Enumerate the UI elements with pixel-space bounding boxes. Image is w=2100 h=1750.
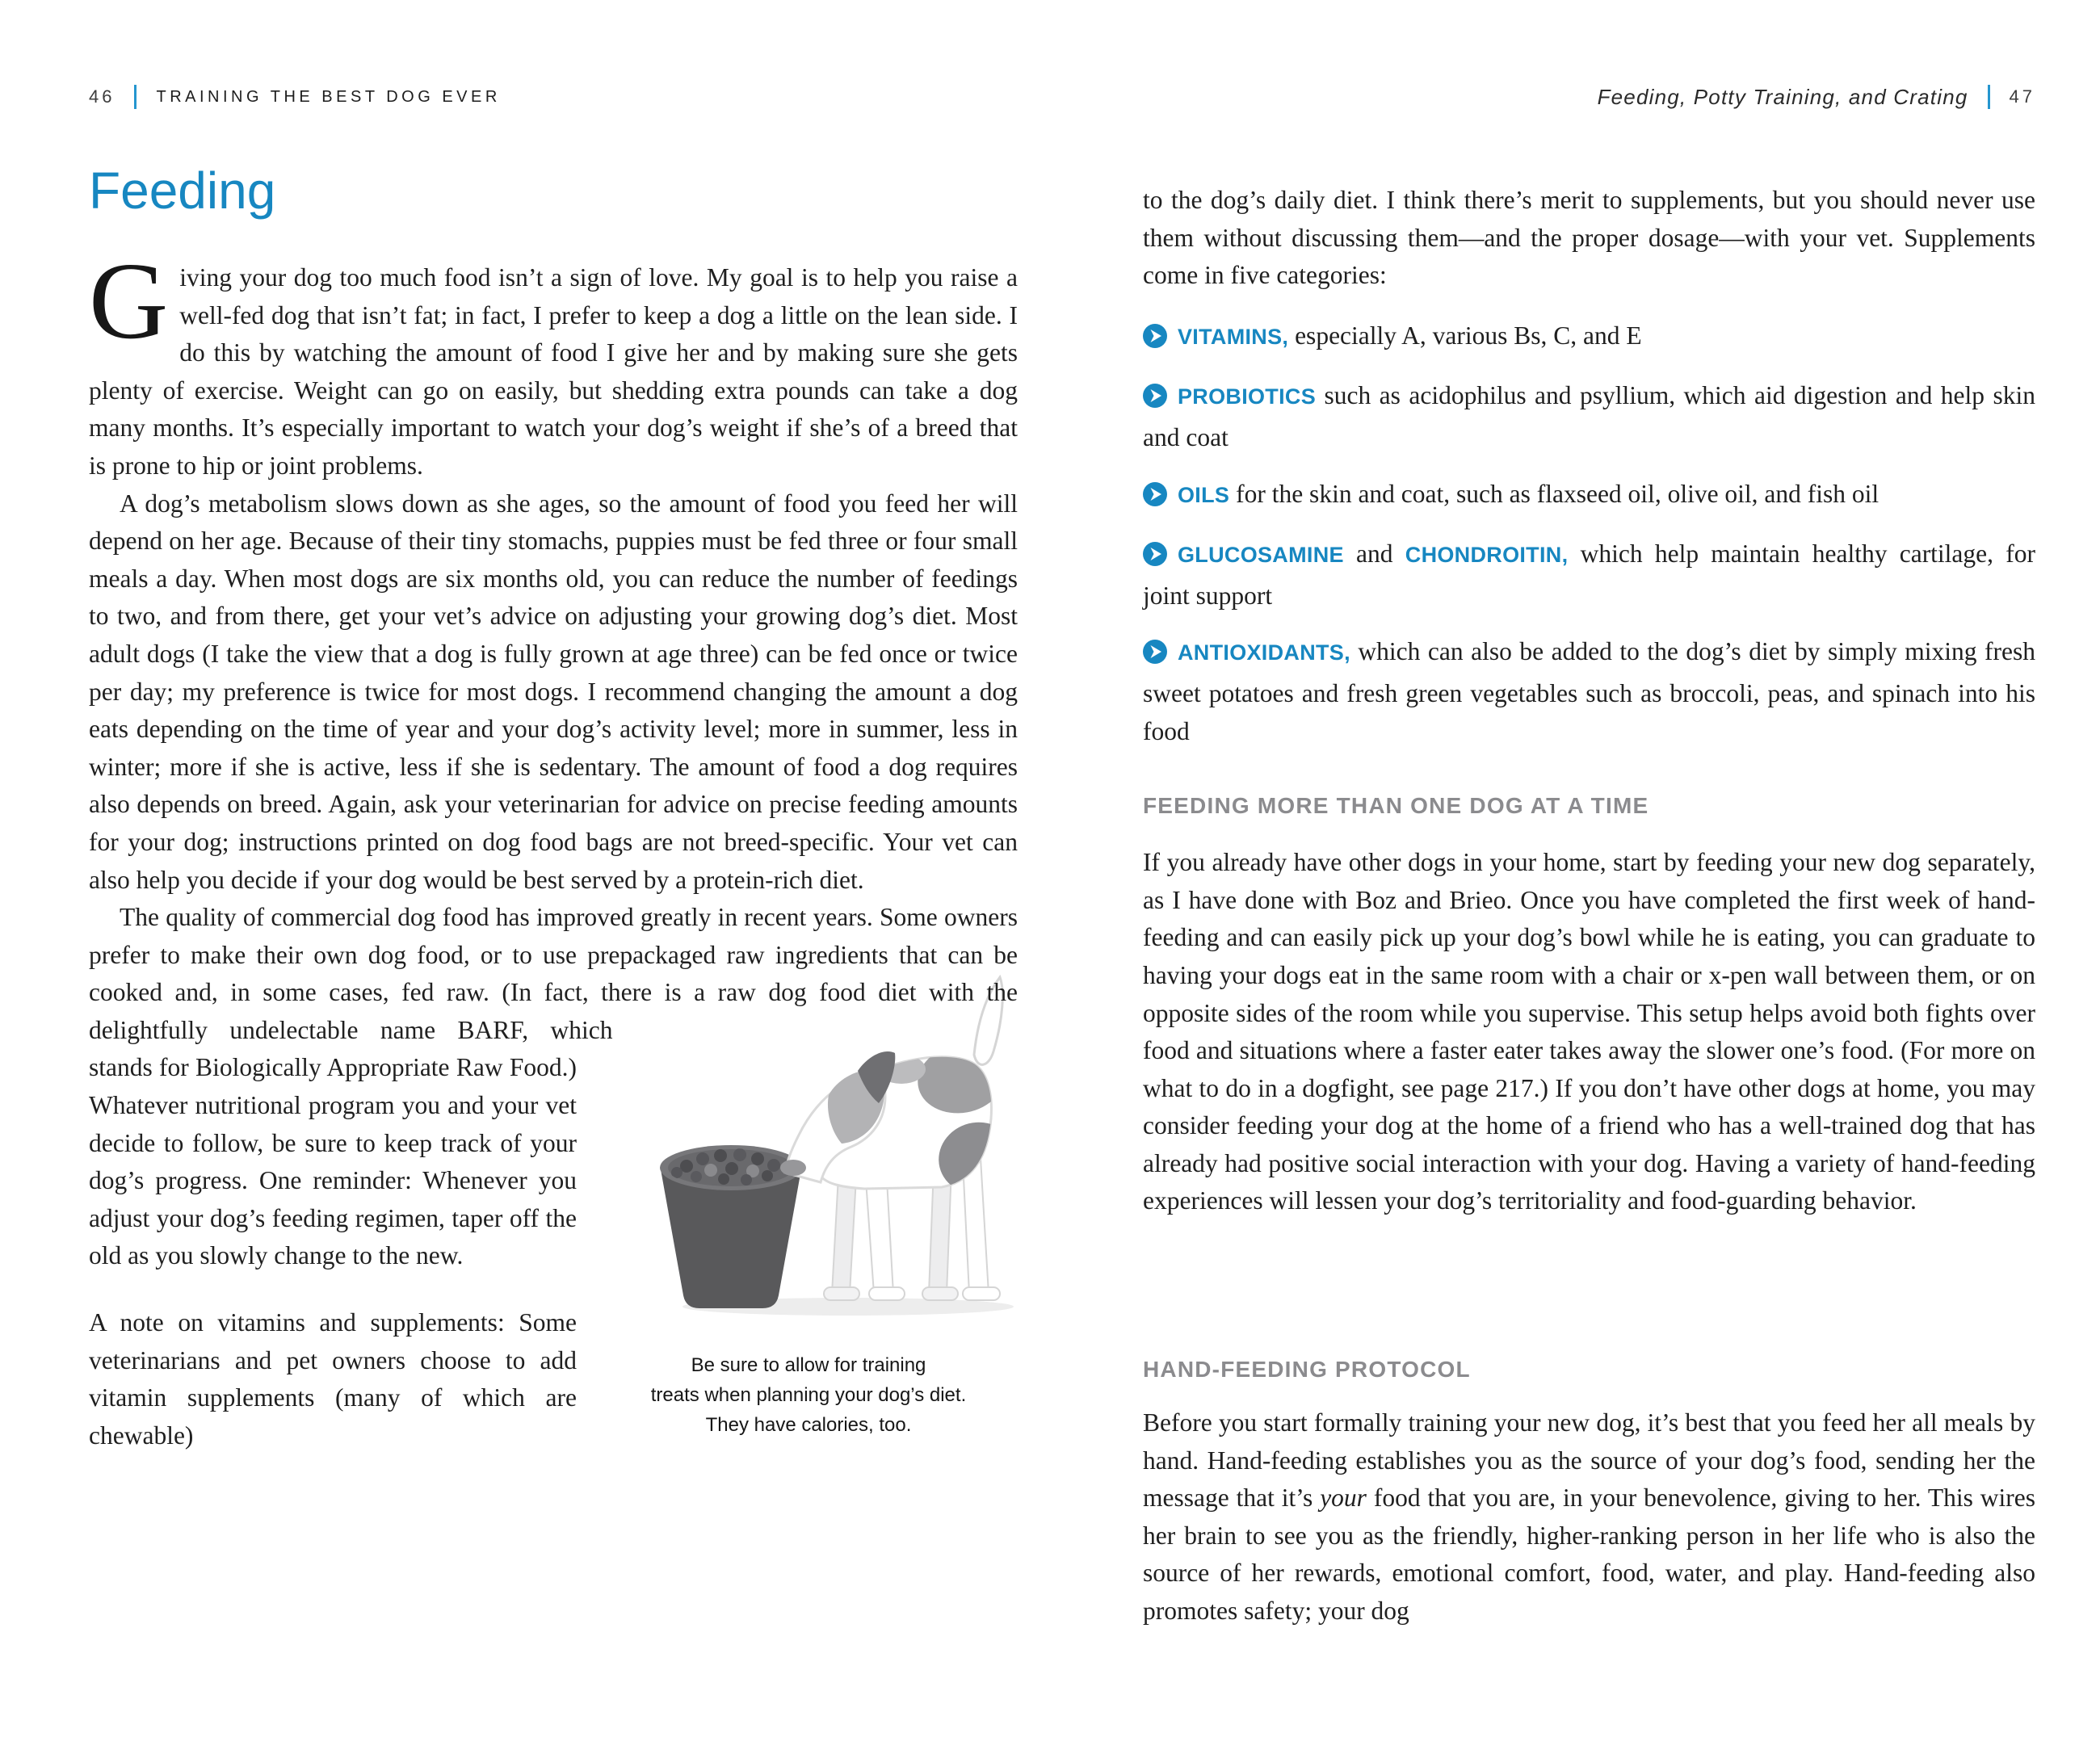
right-header-title: Feeding, Potty Training, and Crating [1597,84,1968,109]
hand-feeding-text-b: food that you are, in your benevolence, giving to her. This wires her brain to see you as the friendly, higher-ranking person in her life who is also the source of her rewards, emotional comfort, food, water, and play. Hand-feeding also promotes safety; your dog [1143,1484,2035,1626]
paragraph-1-text: iving your dog too much food isn’t a sign of love. My goal is to help you raise a well-fed dog that isn’t fat; in fact, I prefer to keep a dog a little on the lean side. I do this by watching the amount of food I give her and by making sure she gets plenty of exercise. Weight can go on easily, but shedding extra pounds can take a dog many months. It’s especially important to watch your dog’s weight if she’s of a breed that is prone to hip or joint problems. [89,263,1018,480]
paragraph-3-text-a: The quality of commercial dog food has improved greatly in recent years. Some owners prefer to make their own dog food, or to use prepackaged raw ingredients that can be cooked and, in some cases, fed raw. (In [89,903,1018,1007]
supplement-list [1143,317,2035,750]
section-title-feeding: Feeding [89,162,276,220]
supplement-text: such as acidophilus and psyllium, which aid digestion and help skin and coat [1143,381,2035,451]
supplement-text: and [1343,539,1405,569]
page-number-left: 46 [89,86,116,107]
list-item-vitamins [1143,317,2035,359]
supplement-keyword: GLUCOSAMINE [1178,543,1344,568]
paragraph-hand-feeding [1143,1404,2035,1630]
paragraph-2: A dog’s metabolism slows down as she ages, so the amount of food you feed her will depend on her age. Because of their tiny stomachs, puppies must be fed three or four small meals a day. When most dogs are six months old, you can reduce the number of feedings to two, and from there, get your vet’s advice on adjusting your growing dog’s diet. Most adult dogs (I take the view that a dog is fully grown at age three) can be fed once or twice per day; my preference is twice for most dogs. I recommend changing the amount a dog eats depending on the time of year and your dog’s activity level; more in summer, less in winter; more if she is active, less if she is sedentary. The amount of food a dog requires also depends on breed. Again, ask your veterinarian for advice on precise feeding amounts for your dog; instructions printed on dog food bags are not breed-specific. Your vet can also help you decide if your dog would be best served by a protein-rich diet. [89,489,1018,894]
arrow-bullet-icon [1143,321,1167,359]
heading-feeding-more-than-one-dog: FEEDING MORE THAN ONE DOG AT A TIME [1143,793,1649,819]
caption-line: treats when planning your dog’s diet. [650,1384,967,1407]
list-item-antioxidants [1143,633,2035,750]
hand-feeding-italic-word: your [1320,1484,1367,1513]
supplement-keyword: ANTIOXIDANTS, [1178,640,1350,665]
dog-figure [582,974,1018,1458]
hand-feeding-text-a: Before you start formally training your new dog, it’s best that you feed her all meals by hand. Hand-feeding establishes you as the source of your dog’s food, sending her the message that it’s [1143,1408,2035,1513]
paragraph-4: A note on vitamins and supplements: Some veterinarians and pet owners choose to add vitamin supplements (many of which are chewable) [89,1308,577,1450]
page-47 [1143,0,2035,1630]
dog-muzzle [780,1160,806,1176]
list-item-glucosamine-chondroitin [1143,535,2035,615]
list-item-oils [1143,476,2035,518]
left-header-title: TRAINING THE BEST DOG EVER [156,87,501,106]
supplement-text: which help maintain healthy cartilage, for joint support [1143,539,2035,610]
dog-photo [582,974,1018,1321]
drop-cap: G [89,241,169,362]
supplement-keyword: VITAMINS, [1178,324,1289,349]
caption-line: They have calories, too. [705,1414,912,1437]
paragraph-1 [89,241,1018,485]
photo-caption [635,1350,982,1440]
arrow-bullet-icon [1143,381,1167,419]
header-divider-bar [1988,85,1990,109]
right-running-header [1143,83,2035,111]
page-number-right: 47 [2009,86,2035,107]
left-running-header [89,83,1018,111]
paragraph-multi-dog: If you already have other dogs in your home, start by feeding your new dog separately, as I have done with Boz and Brieo. Once you have completed the first week of hand-feeding and can easily pick up your dog’s bowl while he is eating, you can graduate to having your dogs eat in the same room with a chair or x-pen wall between them, or on opposite sides of the room while you supervise. This setup helps avoid both fights over food and situations where a faster eater takes away the slower one’s food. (For more on what to do in a dogfight, see page 217.) If you don’t have other dogs at home, you may consider feeding your dog at the home of a friend who has a well-trained dog that has already had positive social interaction with your dog. Having a variety of hand-feeding experiences will lessen your dog’s territoriality and food-guarding behavior. [1143,848,2035,1215]
supplement-text: for the skin and coat, such as flaxseed oil, olive oil, and fish oil [1229,479,1880,508]
paragraph-intro: to the dog’s daily diet. I think there’s merit to supplements, but you should never use them without discussing them—and the proper dosage—with your vet. Supplements come in five categories: [1143,186,2035,290]
supplement-keyword: CHONDROITIN, [1405,543,1569,568]
arrow-bullet-icon [1143,539,1167,577]
arrow-bullet-icon [1143,637,1167,675]
page-46 [89,0,1018,1458]
caption-line: Be sure to allow for training [691,1354,926,1377]
heading-hand-feeding-protocol: HAND-FEEDING PROTOCOL [1143,1357,1471,1383]
supplement-text: especially A, various Bs, C, and E [1288,321,1642,350]
supplement-text: which can also be added to the dog’s diet by simply mixing fresh sweet potatoes and fresh green vegetables such as broccoli, peas, and spinach into his food [1143,637,2035,745]
paragraph-3-text-b: fact, there is a raw dog food diet with the delightfully undelectable name BARF, which stands for Biologically Appropriate Raw Food.) Whatever nutritional program you and your vet decide to follow, be sure to keep track of your dog’s progress. One reminder: Whenever you adjust your dog’s feeding regimen, taper off the old as you slowly change to the new. [89,978,1018,1270]
supplement-keyword: PROBIOTICS [1178,384,1317,409]
supplement-keyword: OILS [1178,482,1230,507]
list-item-probiotics [1143,377,2035,456]
header-divider-bar [134,85,136,109]
arrow-bullet-icon [1143,480,1167,518]
